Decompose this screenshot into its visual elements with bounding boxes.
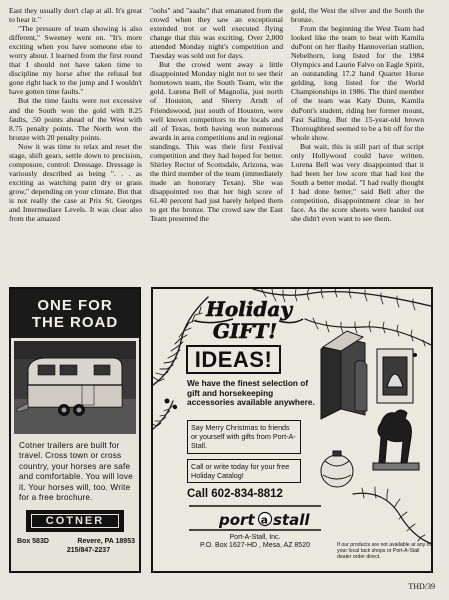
article-paragraph: "oohs" and "aaahs" that emanated from the crowd when they saw an exceptional extended trot or well executed flying change that this was exciting. Over 2,000 attended Monday night's competition and Tuesday was sold out for days.: [150, 6, 283, 61]
article-paragraph: But the crowd went away a little disappointed Monday night not to see their hometown team, the South Team, win the gold. Lurena Bell of Magnolia, just north of Houston, and Sherry Arndt of Friendswood, just south of Houston, were well known competitors to the locals and all of Texas, both having won numerous awards in area competitions and in regional standings. This was their first Festival competition and they had hoped for better. Shirley Rector of Scottsdale, Arizona, was the third member of the team (immediately made an honorary Texan). She was disappointed too that her high score of 61.40 percent had just barely helped them to get the bronze. The crowd saw the East Team presented the: [150, 60, 283, 224]
article-column-2: [150, 6, 283, 223]
cotner-headline: [11, 289, 139, 338]
article-paragraph: But the time faults were not excessive and the South won the gold with 8.25 faults, .50 points ahead of the West with 8.75 penalty points. The North won the bronze with 20 penalty points.: [9, 96, 142, 142]
article-paragraph: East they usually don't clap at all. It's great to hear it.": [9, 6, 142, 25]
article-column-3: [291, 6, 424, 223]
portastall-phone: Call 602-834-8812: [187, 488, 283, 500]
cotner-body-copy: Cotner trailers are built for travel. Cross town or cross country, your horses are safe and comfortable. You will love it. Your horses will, too. Write for a free brochure.: [19, 441, 133, 503]
gift-word: GIFT!: [212, 319, 278, 341]
cotner-advertisement: [9, 287, 141, 573]
holiday-word: Holiday: [206, 297, 292, 321]
cotner-city: Revere, PA 18953: [77, 538, 135, 546]
article-paragraph: Now it was time to relax and reset the stage, shift gears, settle down to precision, composure, control: Dressage. Dressage is variously described as being ". . . as exciting as watching paint dry or grass grow," depending on your climate. But that is not really the case at Prix St. Georges and Intermediare Levels. It was clear also from the amazed: [9, 141, 142, 224]
cotner-address: [11, 532, 139, 555]
portastall-logo: [189, 504, 321, 532]
page-number: THD/39: [408, 582, 435, 591]
cotner-logo: [26, 510, 124, 532]
article-paragraph: "The pressure of team showing is also different," Sweeney went on. "It's more exciting when you have someone else to worry about. I learned from the first round that I should not have taken time to discipline my horse after the refusal but gone right back to the jump and I wouldn't have gotten time faults.": [9, 24, 142, 97]
company-name: Port-A-Stall, Inc.: [229, 534, 281, 541]
article-paragraph: But wait, this is still part of that script only Hollywood could have written. Lurena Bell was very disappointed that it had been her low score that had lost the South a better medal. "I had really thought I had done better," said Bell after the competition, disappointment clear in her face. As the score sheets were handed out she didn't even want to see them.: [291, 141, 424, 224]
ideas-heading: IDEAS!: [186, 345, 281, 374]
cotner-logo-text: COTNER: [31, 514, 119, 528]
company-address: P.O. Box 1627-HD , Mesa, AZ 8520: [200, 542, 310, 550]
gift-illustration: [303, 291, 433, 541]
cotner-phone: 215/847-2237: [66, 547, 111, 555]
portastall-advertisement: [151, 287, 433, 573]
cotner-box: Box 583D: [17, 538, 49, 546]
catalog-offer-box: Call or write today for your free Holiday Catalog!: [187, 459, 301, 483]
dealer-note: If our products are not available at any of your local tack shops or Port-A-Stall dealer order direct.: [337, 542, 432, 561]
portastall-logo-left: port: [219, 511, 255, 529]
merry-christmas-box: Say Merry Christmas to friends or yourself with gifts from Port-A-Stall.: [187, 420, 301, 454]
cotner-headline-line-2: THE ROAD: [31, 314, 119, 331]
article-column-1: [9, 6, 142, 223]
article-paragraph: gold, the West the silver and the South the bronze.: [291, 6, 424, 25]
holiday-gift-banner: [193, 297, 305, 341]
portastall-headline: We have the finest selection of gift and horsekeeping accessories available anywhere.: [187, 378, 315, 408]
svg-text:a: a: [260, 513, 269, 527]
cotner-headline-line-1: ONE FOR: [37, 297, 113, 314]
horse-trailer-photo: [14, 341, 136, 434]
portastall-logo-right: stall: [273, 511, 310, 529]
article-paragraph: From the beginning the West Team had looked like the team to beat with Kamila duPont on her flashy Hannoverian stallion, Nebelhorn, long listed for the 1984 Olympics and Laurie Falvo on Eagle Spirit, an outstanding 17.2 hand Quarter Horse gelding, long listed for the World Championships in 1986. The third member of the team was Katy Dunn, Kamila duPont's student, riding her former mount, Fast Sailing. But the 15-year-old brown Thoroughbred seemed to be a bit off for the whole show.: [291, 24, 424, 142]
